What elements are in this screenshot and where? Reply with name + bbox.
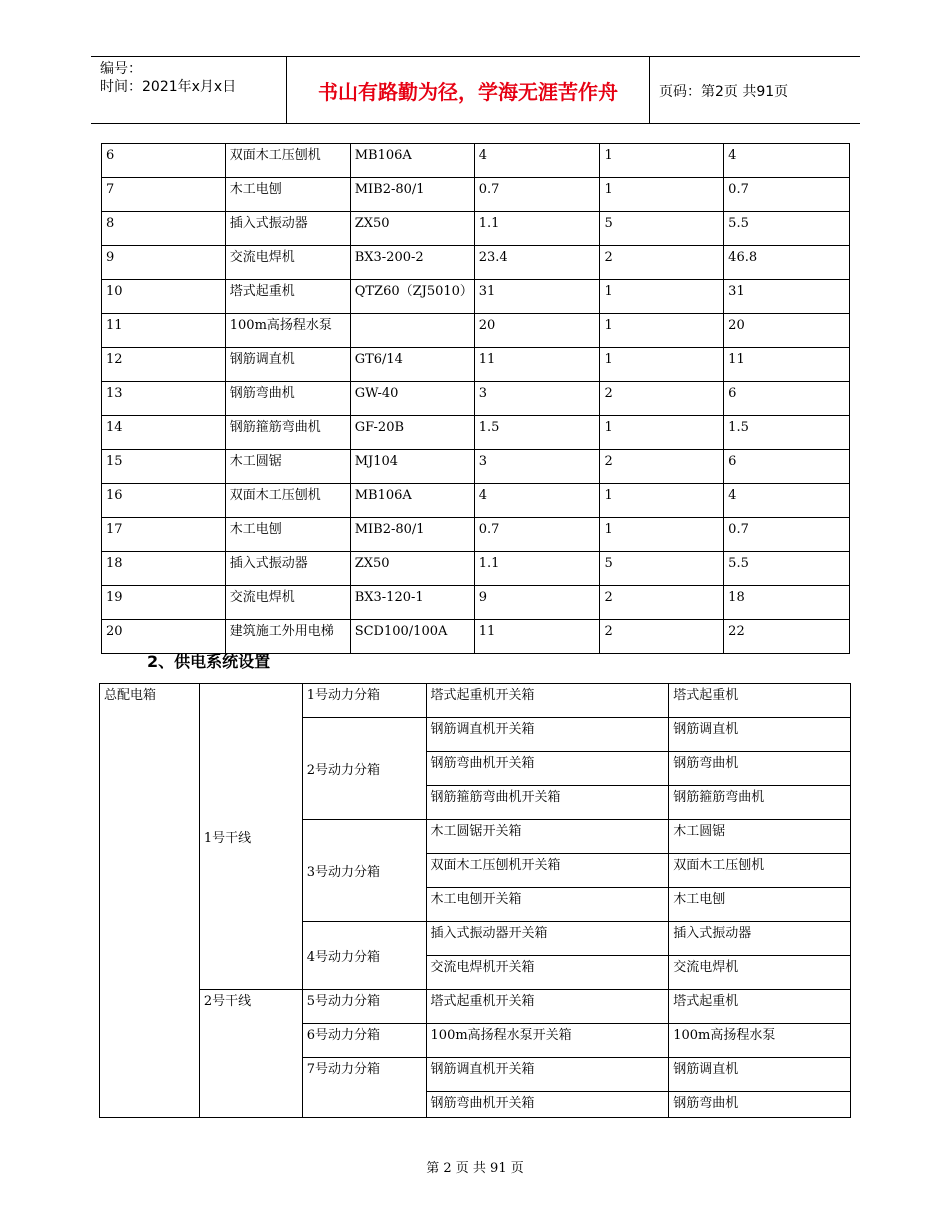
table-cell: 13 bbox=[102, 382, 226, 416]
device: 木工圆锯 bbox=[669, 820, 851, 854]
table-cell: 11 bbox=[474, 620, 600, 654]
table-cell: 19 bbox=[102, 586, 226, 620]
table-row bbox=[102, 212, 850, 246]
table-cell: 14 bbox=[102, 416, 226, 450]
table-cell bbox=[350, 314, 474, 348]
device: 塔式起重机 bbox=[669, 990, 851, 1024]
table-cell: SCD100/100A bbox=[350, 620, 474, 654]
header-time: 时间：2021年x月x日 bbox=[100, 79, 237, 95]
table-cell: 2 bbox=[600, 450, 724, 484]
table-cell: 20 bbox=[102, 620, 226, 654]
switch-box: 塔式起重机开关箱 bbox=[426, 684, 669, 718]
device: 插入式振动器 bbox=[669, 922, 851, 956]
table-cell: 4 bbox=[474, 144, 600, 178]
switch-box: 交流电焊机开关箱 bbox=[426, 956, 669, 990]
table-cell: 插入式振动器 bbox=[225, 552, 350, 586]
table-cell: MB106A bbox=[350, 484, 474, 518]
switch-box: 木工圆锯开关箱 bbox=[426, 820, 669, 854]
sub-box-3: 3号动力分箱 bbox=[302, 820, 426, 922]
device: 钢筋调直机 bbox=[669, 718, 851, 752]
table-cell: 4 bbox=[724, 144, 850, 178]
table-cell: MIB2-80/1 bbox=[350, 518, 474, 552]
device: 双面木工压刨机 bbox=[669, 854, 851, 888]
device: 钢筋调直机 bbox=[669, 1058, 851, 1092]
table-cell: 3 bbox=[474, 450, 600, 484]
device: 钢筋箍筋弯曲机 bbox=[669, 786, 851, 820]
table-cell: 1.5 bbox=[474, 416, 600, 450]
header-page-info: 页码：第2页 共91页 bbox=[659, 84, 789, 100]
table-cell: QTZ60（ZJ5010） bbox=[350, 280, 474, 314]
table-row bbox=[100, 684, 851, 718]
table-cell: BX3-120-1 bbox=[350, 586, 474, 620]
device: 100m高扬程水泵 bbox=[669, 1024, 851, 1058]
sub-box-5: 5号动力分箱 bbox=[302, 990, 426, 1024]
device: 钢筋弯曲机 bbox=[669, 1092, 851, 1118]
table-cell: 2 bbox=[600, 586, 724, 620]
device: 塔式起重机 bbox=[669, 684, 851, 718]
equipment-table bbox=[101, 143, 850, 654]
table-cell: 钢筋箍筋弯曲机 bbox=[225, 416, 350, 450]
table-cell: GF-20B bbox=[350, 416, 474, 450]
table-row bbox=[102, 314, 850, 348]
table-cell: 双面木工压刨机 bbox=[225, 484, 350, 518]
table-cell: 46.8 bbox=[724, 246, 850, 280]
power-supply-table bbox=[99, 683, 851, 1118]
device: 木工电刨 bbox=[669, 888, 851, 922]
table-cell: 1 bbox=[600, 348, 724, 382]
table-cell: 交流电焊机 bbox=[225, 586, 350, 620]
table-cell: 2 bbox=[600, 246, 724, 280]
table-cell: BX3-200-2 bbox=[350, 246, 474, 280]
trunk-line-2: 2号干线 bbox=[199, 990, 302, 1118]
table-cell: 木工圆锯 bbox=[225, 450, 350, 484]
sub-box-6: 6号动力分箱 bbox=[302, 1024, 426, 1058]
table-cell: 0.7 bbox=[474, 178, 600, 212]
table-cell: 塔式起重机 bbox=[225, 280, 350, 314]
table-cell: 23.4 bbox=[474, 246, 600, 280]
table-cell: 22 bbox=[724, 620, 850, 654]
table-cell: 3 bbox=[474, 382, 600, 416]
table-cell: 1 bbox=[600, 144, 724, 178]
table-cell: 6 bbox=[102, 144, 226, 178]
sub-box-2: 2号动力分箱 bbox=[302, 718, 426, 820]
table-cell: 20 bbox=[474, 314, 600, 348]
table-cell: 31 bbox=[474, 280, 600, 314]
device: 交流电焊机 bbox=[669, 956, 851, 990]
table-cell: 8 bbox=[102, 212, 226, 246]
table-row bbox=[102, 416, 850, 450]
table-cell: 1 bbox=[600, 280, 724, 314]
table-cell: 7 bbox=[102, 178, 226, 212]
table-cell: 5.5 bbox=[724, 552, 850, 586]
table-cell: 17 bbox=[102, 518, 226, 552]
switch-box: 塔式起重机开关箱 bbox=[426, 990, 669, 1024]
table-cell: 12 bbox=[102, 348, 226, 382]
table-cell: 钢筋弯曲机 bbox=[225, 382, 350, 416]
page-header bbox=[91, 56, 860, 124]
table-row bbox=[102, 382, 850, 416]
table-cell: 2 bbox=[600, 620, 724, 654]
switch-box: 双面木工压刨机开关箱 bbox=[426, 854, 669, 888]
table-row bbox=[102, 552, 850, 586]
table-cell: 1 bbox=[600, 518, 724, 552]
table-row bbox=[102, 348, 850, 382]
table-cell: 20 bbox=[724, 314, 850, 348]
table-cell: 16 bbox=[102, 484, 226, 518]
table-cell: ZX50 bbox=[350, 552, 474, 586]
switch-box: 钢筋弯曲机开关箱 bbox=[426, 1092, 669, 1118]
switch-box: 100m高扬程水泵开关箱 bbox=[426, 1024, 669, 1058]
table-cell: 4 bbox=[724, 484, 850, 518]
table-row bbox=[102, 246, 850, 280]
sub-box-7: 7号动力分箱 bbox=[302, 1058, 426, 1118]
table-row bbox=[102, 586, 850, 620]
table-cell: 15 bbox=[102, 450, 226, 484]
device: 钢筋弯曲机 bbox=[669, 752, 851, 786]
switch-box: 钢筋调直机开关箱 bbox=[426, 1058, 669, 1092]
table-cell: MB106A bbox=[350, 144, 474, 178]
table-cell: 9 bbox=[474, 586, 600, 620]
table-cell: 0.7 bbox=[474, 518, 600, 552]
table-cell: 6 bbox=[724, 450, 850, 484]
table-cell: 5 bbox=[600, 552, 724, 586]
switch-box: 钢筋调直机开关箱 bbox=[426, 718, 669, 752]
table-cell: 10 bbox=[102, 280, 226, 314]
table-cell: 18 bbox=[724, 586, 850, 620]
table-cell: 1 bbox=[600, 416, 724, 450]
table-row bbox=[100, 990, 851, 1024]
table-cell: 0.7 bbox=[724, 178, 850, 212]
page-footer: 第 2 页 共 91 页 bbox=[426, 1161, 524, 1176]
table-row bbox=[102, 484, 850, 518]
table-cell: 11 bbox=[102, 314, 226, 348]
table-cell: 交流电焊机 bbox=[225, 246, 350, 280]
table-cell: ZX50 bbox=[350, 212, 474, 246]
table-row bbox=[102, 178, 850, 212]
table-cell: 31 bbox=[724, 280, 850, 314]
table-cell: GT6/14 bbox=[350, 348, 474, 382]
table-cell: 1 bbox=[600, 484, 724, 518]
switch-box: 钢筋箍筋弯曲机开关箱 bbox=[426, 786, 669, 820]
sub-box-1: 1号动力分箱 bbox=[302, 684, 426, 718]
table-row bbox=[102, 280, 850, 314]
table-cell: 5.5 bbox=[724, 212, 850, 246]
table-cell: 1.1 bbox=[474, 212, 600, 246]
main-distribution-box: 总配电箱 bbox=[100, 684, 200, 1118]
table-row bbox=[102, 144, 850, 178]
table-cell: 6 bbox=[724, 382, 850, 416]
header-divider bbox=[649, 57, 650, 123]
switch-box: 钢筋弯曲机开关箱 bbox=[426, 752, 669, 786]
table-cell: 11 bbox=[474, 348, 600, 382]
table-cell: 钢筋调直机 bbox=[225, 348, 350, 382]
sub-box-4: 4号动力分箱 bbox=[302, 922, 426, 990]
table-cell: 100m高扬程水泵 bbox=[225, 314, 350, 348]
header-number-label: 编号： bbox=[100, 61, 142, 77]
table-cell: 木工电刨 bbox=[225, 178, 350, 212]
table-row bbox=[102, 450, 850, 484]
header-meta bbox=[100, 60, 236, 96]
table-cell: 5 bbox=[600, 212, 724, 246]
table-cell: 1.1 bbox=[474, 552, 600, 586]
table-cell: 11 bbox=[724, 348, 850, 382]
table-cell: 建筑施工外用电梯 bbox=[225, 620, 350, 654]
table-cell: MIB2-80/1 bbox=[350, 178, 474, 212]
table-cell: 木工电刨 bbox=[225, 518, 350, 552]
table-cell: 1 bbox=[600, 178, 724, 212]
table-cell: 双面木工压刨机 bbox=[225, 144, 350, 178]
table-cell: 4 bbox=[474, 484, 600, 518]
switch-box: 插入式振动器开关箱 bbox=[426, 922, 669, 956]
table-cell: 插入式振动器 bbox=[225, 212, 350, 246]
section-title: 2、供电系统设置 bbox=[147, 652, 271, 671]
table-cell: MJ104 bbox=[350, 450, 474, 484]
table-cell: 1 bbox=[600, 314, 724, 348]
table-cell: GW-40 bbox=[350, 382, 474, 416]
header-motto: 书山有路勤为径，学海无涯苦作舟 bbox=[318, 79, 618, 104]
table-cell: 1.5 bbox=[724, 416, 850, 450]
table-cell: 18 bbox=[102, 552, 226, 586]
table-cell: 9 bbox=[102, 246, 226, 280]
table-cell: 2 bbox=[600, 382, 724, 416]
table-row bbox=[102, 518, 850, 552]
trunk-line-1: 1号干线 bbox=[199, 684, 302, 990]
table-cell: 0.7 bbox=[724, 518, 850, 552]
switch-box: 木工电刨开关箱 bbox=[426, 888, 669, 922]
